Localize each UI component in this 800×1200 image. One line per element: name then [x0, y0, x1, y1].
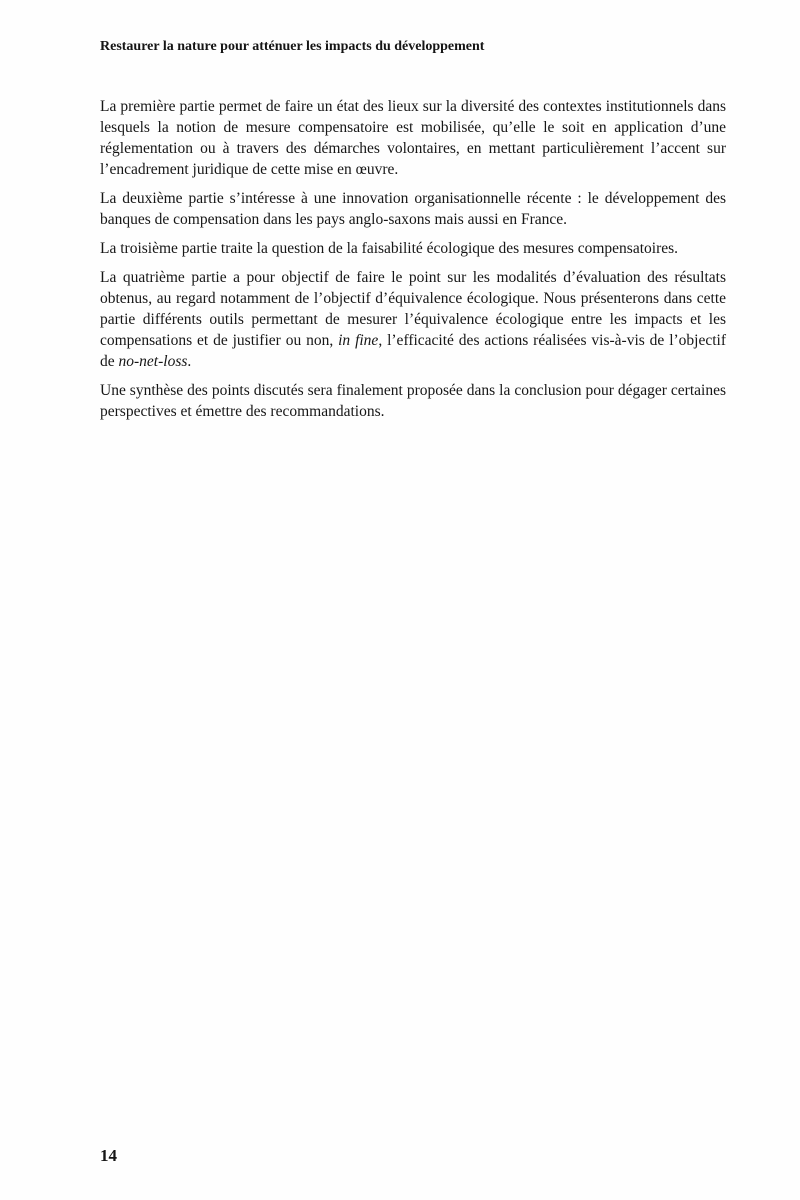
running-header: Restaurer la nature pour atténuer les impacts du développement: [100, 39, 485, 54]
text-run: , l’efficacité des actions réalisées vis-à-vis de l’objectif de: [100, 332, 726, 370]
paragraph: [100, 188, 726, 230]
text-run: .: [187, 353, 192, 370]
text-run: La première partie permet de faire un état des lieux sur la diversité des contextes institutionnels dans lesquels la notion de mesure compensatoire est mobilisée, qu’elle le soit en application d’une réglementation ou à travers des démarches volontaires, en mettant particulièrement l’accent sur l’encadrement juridique de cette mise en œuvre.: [100, 98, 726, 178]
text-run: Une synthèse des points discutés sera finalement proposée dans la conclusion pour dégager certaines perspectives et émettre des recommandations.: [100, 382, 726, 420]
paragraph: [100, 380, 726, 422]
italic-text-run: in fine: [338, 332, 379, 349]
paragraph: [100, 238, 726, 259]
text-run: La quatrième partie a pour objectif de faire le point sur les modalités d’évaluation des résultats obtenus, au regard notamment de l’objectif d’équivalence écologique. Nous présenterons dans cette partie différents outils permettant de mesurer l’équivalence écologique entre les impacts et les compensations et de justifier ou non,: [100, 269, 726, 349]
paragraph: [100, 267, 726, 372]
page-number: 14: [100, 1146, 117, 1165]
paragraph: [100, 96, 726, 180]
text-run: La deuxième partie s’intéresse à une innovation organisationnelle récente : le développement des banques de compensation dans les pays anglo-saxons mais aussi en France.: [100, 190, 726, 228]
italic-text-run: no-net-loss: [118, 353, 188, 370]
text-run: La troisième partie traite la question de la faisabilité écologique des mesures compensatoires.: [100, 240, 679, 257]
body-text: [100, 96, 726, 430]
